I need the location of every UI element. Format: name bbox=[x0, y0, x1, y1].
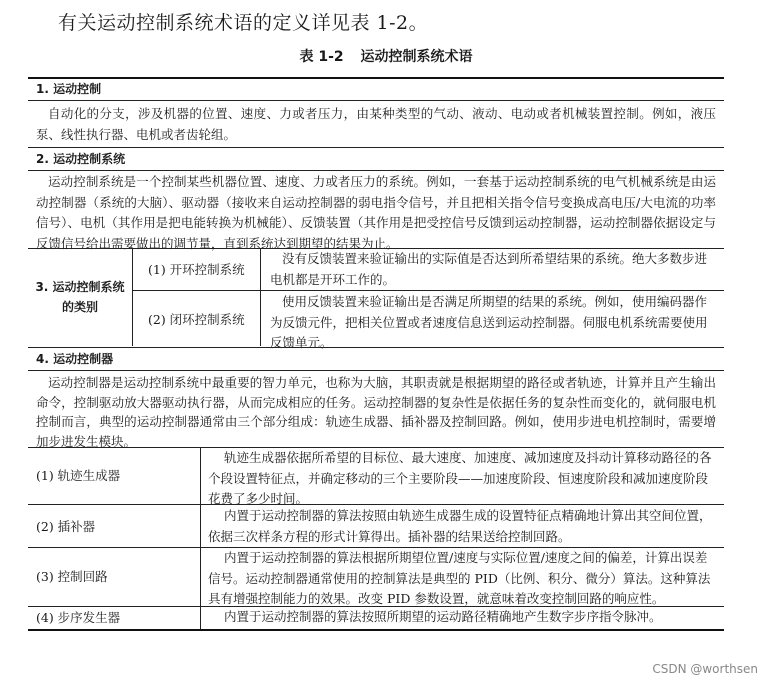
controller-part-label-control-loop: (3) 控制回路 bbox=[36, 569, 108, 584]
controller-part-text-step-generator: 内置于运动控制器的算法按照所期望的运动路径精确地产生数字步序指令脉冲。 bbox=[224, 609, 662, 624]
system-type-text-open: 没有反馈装置来验证输出的实际值是否达到所希望结果的系统。绝大多数步进电机都是开环工作的。 bbox=[270, 251, 708, 287]
rule bbox=[28, 100, 724, 101]
controller-part-text-trajectory: 轨迹生成器依据所希望的目标位、最大速度、加速度、减加速度及抖动计算移动路径的各个段设置特征点，并确定移动的三个主要阶段——加速度阶段、恒速度阶段和减加速度阶段花费了多少时间。 bbox=[208, 450, 712, 506]
section-text-motion-controller: 运动控制器是运动控制系统中最重要的智力单元，也称为大脑，其职责就是根据期望的路径或者轨迹，计算并且产生输出命令，控制驱动放大器驱动执行器，从而完成相应的任务。运动控制器的复杂性是依据任务的复杂性而变化的，就伺服电机控制而言，典型的运动控制器通常由三个部分组成：轨迹生成器、插补器及控制回路。例如，使用步进电机控制时，需要增加步进发生模块。 bbox=[36, 375, 716, 449]
rule bbox=[200, 447, 201, 629]
watermark: CSDN @worthsen bbox=[652, 662, 758, 676]
controller-part-label-trajectory: (1) 轨迹生成器 bbox=[36, 468, 121, 483]
controller-part-label-interpolator: (2) 插补器 bbox=[36, 518, 96, 534]
table-caption bbox=[0, 46, 772, 66]
section-heading-motion-controller: 4. 运动控制器 bbox=[36, 352, 114, 366]
controller-part-text-interpolator: 内置于运动控制器的算法按照由轨迹生成器生成的设置特征点精确地计算出其空间位置，依据三次样条方程的形式计算得出。插补器的结果送给控制回路。 bbox=[208, 508, 712, 544]
rule bbox=[28, 504, 724, 505]
section-heading-system-types: 3. 运动控制系统的类别 bbox=[35, 280, 125, 314]
system-type-label-closed: (2) 闭环控制系统 bbox=[148, 312, 245, 327]
section-text-motion-control-system: 运动控制系统是一个控制某些机器位置、速度、力或者压力的系统。例如，一套基于运动控制系统的电气机械系统是由运动控制器（系统的大脑）、驱动器（接收来自运动控制器的弱电指令信号，并且把相关指令信号变换成高电压/大电流的功率信号）、电机（其作用是把电能转换为机械能）、反馈装置（其作用是把受控信号反馈到运动控制器，运动控制器依据设定与反馈信号给出需要做出的调节量，直到系统达到期望的结果为止。 bbox=[36, 174, 716, 251]
table-bottom-rule bbox=[28, 629, 724, 631]
rule bbox=[28, 170, 724, 171]
section-heading-motion-control-system: 2. 运动控制系统 bbox=[36, 152, 126, 166]
table-number: 表 1-2 bbox=[299, 49, 344, 65]
rule bbox=[132, 248, 133, 346]
table-title: 运动控制系统术语 bbox=[360, 49, 473, 65]
system-type-label-open: (1) 开环控制系统 bbox=[148, 262, 245, 277]
system-type-text-closed: 使用反馈装置来验证输出是否满足所期望的结果的系统。例如，使用编码器作为反馈元件，把相关位置或者速度信息送到运动控制器。伺服电机系统需要使用反馈单元。 bbox=[270, 294, 708, 350]
intro-text: 有关运动控制系统术语的定义详见表 1-2。 bbox=[58, 12, 429, 34]
rule bbox=[28, 370, 724, 371]
controller-part-text-control-loop: 内置于运动控制器的算法根据所期望位置/速度与实际位置/速度之间的偏差，计算出误差信号。运动控制器通常使用的控制算法是典型的 PID（比例、积分、微分）算法。这种算法具有增强控制能力的效果。改变 PID 参数设置，就意味着改变控制回路的响应性。 bbox=[208, 550, 711, 606]
rule bbox=[260, 248, 261, 346]
controller-part-label-step-generator: (4) 步序发生器 bbox=[36, 610, 121, 625]
section-heading-motion-control: 1. 运动控制 bbox=[36, 82, 102, 96]
section-text-motion-control: 自动化的分支，涉及机器的位置、速度、力或者压力，由某种类型的气动、液动、电动或者机械装置控制。例如，液压泵、线性执行器、电机或者齿轮组。 bbox=[36, 106, 716, 142]
